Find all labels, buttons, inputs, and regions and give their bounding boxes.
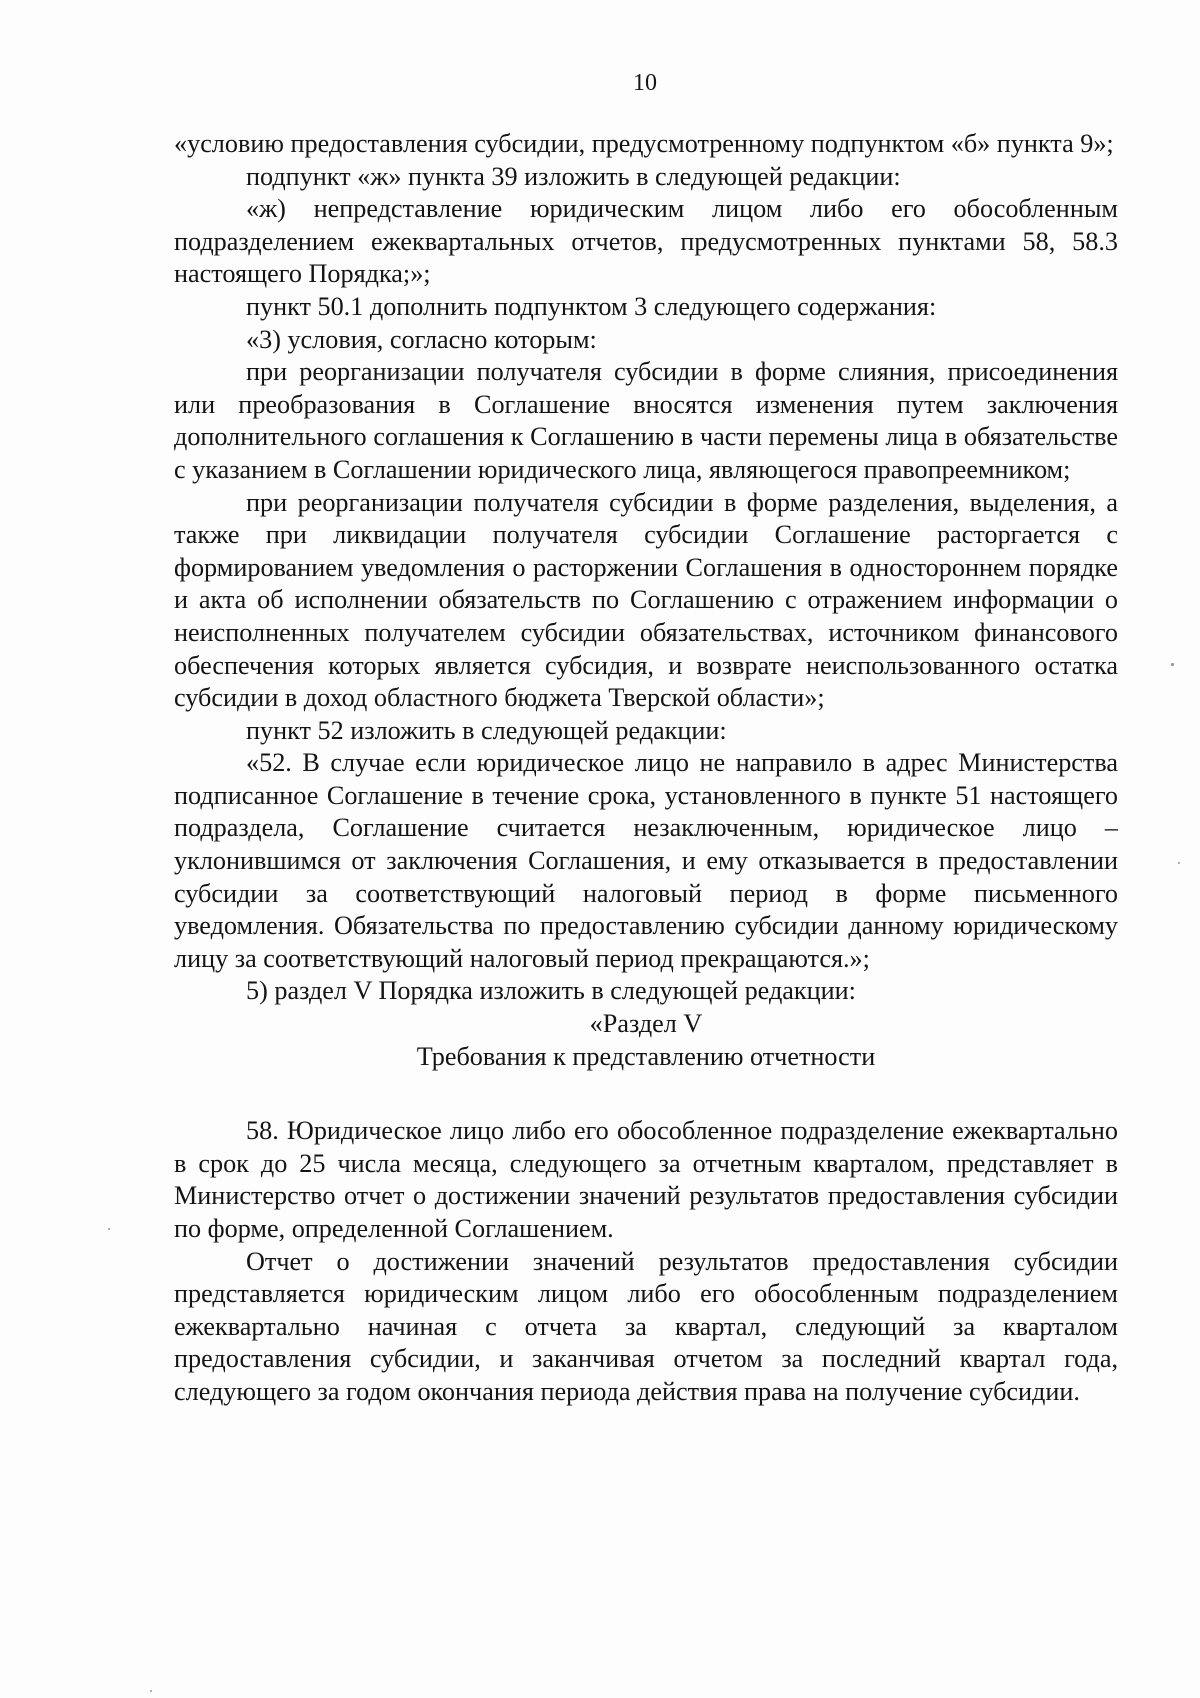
paragraph-item-50-1-intro: пункт 50.1 дополнить подпунктом 3 следующего содержания:	[246, 291, 937, 321]
paragraph-reorganization-merger: при реорганизации получателя субсидии в форме слияния, присоединения или преобразования в Соглашение вносятся изменения путем заключения дополнительного соглашения к Соглашению в части перемены лица в обязательстве с указанием в Соглашении юридического лица, являющегося правопреемником;	[174, 357, 1118, 484]
scan-speck	[150, 1690, 152, 1692]
paragraph-continuation: «условию предоставления субсидии, предусмотренному подпунктом «б» пункта 9»;	[174, 129, 1114, 158]
paragraph-subitem-zh-text: «ж) непредставление юридическим лицом либо его обособленным подразделением ежеквартальных отчетов, предусмотренных пунктами 58, 58.3 настоящего Порядка;»;	[174, 194, 1118, 289]
paragraph-item-52-text: «52. В случае если юридическое лицо не направило в адрес Министерства подписанное Соглашение в течение срока, установленного в пункте 51 настоящего подраздела, Соглашение считается незаключенным, юридическое лицо – уклонившимся от заключения Соглашения, и ему отказывается в предоставлении субсидии за соответствующий налоговый период в форме письменного уведомления. Обязательства по предоставлению субсидии данному юридическому лицу за соответствующий налоговый период прекращаются.»;	[174, 748, 1118, 973]
scan-speck	[1178, 862, 1180, 864]
section-spacer	[174, 1073, 1118, 1115]
paragraph-report-schedule: Отчет о достижении значений результатов предоставления субсидии представляется юридическим лицом либо его обособленным подразделением ежеквартально начиная с отчета за квартал, следующий за кварталом предоставления субсидии, и заканчивая отчетом за последний квартал года, следующего за годом окончания периода действия права на получение субсидии.	[174, 1246, 1118, 1406]
paragraph-conditions-intro: «3) условия, согласно которым:	[246, 324, 597, 354]
paragraph-item-58: 58. Юридическое лицо либо его обособленное подразделение ежеквартально в срок до 25 числа месяца, следующего за отчетным кварталом, представляет в Министерство отчет о достижении значений результатов предоставления субсидии по форме, определенной Соглашением.	[174, 1116, 1118, 1243]
paragraph-section-v-intro: 5) раздел V Порядка изложить в следующей редакции:	[246, 976, 856, 1006]
scan-speck	[108, 1228, 110, 1230]
paragraph-item-52-intro: пункт 52 изложить в следующей редакции:	[246, 715, 727, 745]
section-title: Требования к представлению отчетности	[416, 1041, 876, 1071]
section-heading: «Раздел V	[589, 1009, 703, 1039]
document-body	[174, 128, 1118, 1409]
paragraph-reorganization-division: при реорганизации получателя субсидии в форме разделения, выделения, а также при ликвидации получателя субсидии Соглашение расторгается с формированием уведомления о расторжении Соглашения в одностороннем порядке и акта об исполнении обязательств по Соглашению с отражением информации о неисполненных получателем субсидии обязательствах, источником финансового обеспечения которых является субсидия, и возврате неиспользованного остатка субсидии в доход областного бюджета Тверской области»;	[174, 487, 1118, 713]
scan-speck	[1171, 663, 1174, 666]
paragraph-subitem-zh-intro: подпункт «ж» пункта 39 изложить в следующей редакции:	[246, 161, 901, 191]
page-number: 10	[633, 70, 657, 96]
